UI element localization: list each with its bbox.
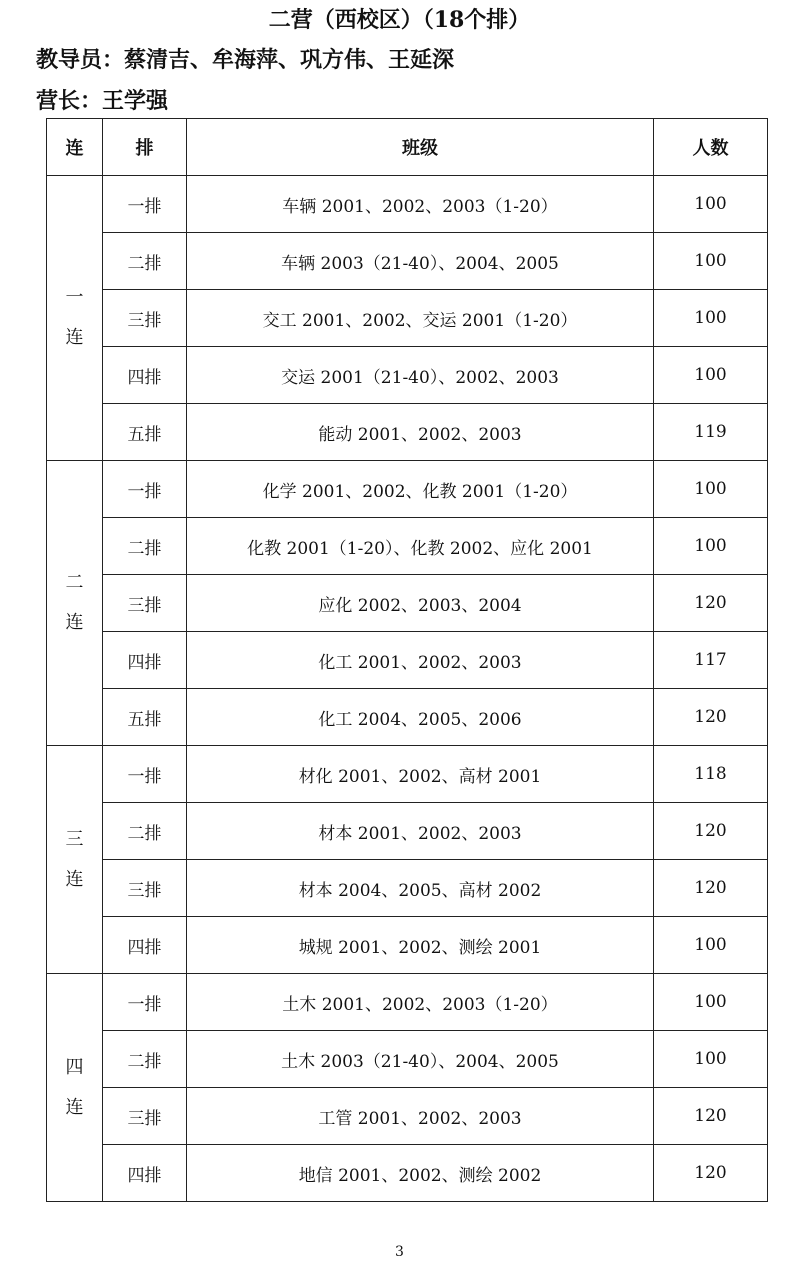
platoon-cell: 三排 <box>103 290 187 347</box>
count-cell: 120 <box>654 803 768 860</box>
count-cell: 118 <box>654 746 768 803</box>
classes-cell: 车辆 2001、2002、2003（1-20） <box>187 176 654 233</box>
platoon-cell: 四排 <box>103 347 187 404</box>
classes-cell: 化学 2001、2002、化教 2001（1-20） <box>187 461 654 518</box>
count-cell: 120 <box>654 689 768 746</box>
company-char: 一 <box>65 287 84 308</box>
classes-cell: 土木 2001、2002、2003（1-20） <box>187 974 654 1031</box>
table-row <box>47 803 768 860</box>
platoon-cell: 一排 <box>103 461 187 518</box>
count-cell: 100 <box>654 347 768 404</box>
platoon-cell: 四排 <box>103 1145 187 1202</box>
company-char: 连 <box>65 868 84 890</box>
instructors-names: 蔡清吉、牟海萍、巩方伟、王延深 <box>124 47 455 73</box>
company-char: 连 <box>65 1096 84 1118</box>
company-cell <box>47 746 103 974</box>
commander-line <box>36 84 168 118</box>
table-row <box>47 632 768 689</box>
count-cell: 100 <box>654 917 768 974</box>
column-header-classes: 班级 <box>187 119 654 176</box>
classes-cell: 土木 2003（21-40）、2004、2005 <box>187 1031 654 1088</box>
table-row <box>47 1088 768 1145</box>
platoon-cell: 四排 <box>103 917 187 974</box>
platoon-cell: 二排 <box>103 803 187 860</box>
platoon-cell: 五排 <box>103 689 187 746</box>
company-char: 三 <box>65 828 84 850</box>
classes-cell: 工管 2001、2002、2003 <box>187 1088 654 1145</box>
roster-table <box>46 118 768 1202</box>
platoon-cell: 五排 <box>103 404 187 461</box>
platoon-cell: 二排 <box>103 233 187 290</box>
count-cell: 120 <box>654 575 768 632</box>
table-row <box>47 860 768 917</box>
classes-cell: 应化 2002、2003、2004 <box>187 575 654 632</box>
classes-cell: 交工 2001、2002、交运 2001（1-20） <box>187 290 654 347</box>
company-char: 四 <box>65 1056 84 1078</box>
platoon-cell: 四排 <box>103 632 187 689</box>
count-cell: 120 <box>654 860 768 917</box>
platoon-cell: 三排 <box>103 860 187 917</box>
classes-cell: 化工 2004、2005、2006 <box>187 689 654 746</box>
commander-name: 王学强 <box>102 88 169 114</box>
count-cell: 100 <box>654 1031 768 1088</box>
page-title: 二营（西校区）（18个排） <box>268 7 531 33</box>
table-row <box>47 518 768 575</box>
page-number: 3 <box>395 1244 404 1260</box>
table-header-row <box>47 119 768 176</box>
platoon-cell: 一排 <box>103 176 187 233</box>
classes-cell: 地信 2001、2002、测绘 2002 <box>187 1145 654 1202</box>
count-cell: 100 <box>654 290 768 347</box>
table-row <box>47 461 768 518</box>
count-cell: 117 <box>654 632 768 689</box>
column-header-platoon: 排 <box>103 119 187 176</box>
classes-cell: 能动 2001、2002、2003 <box>187 404 654 461</box>
column-header-count: 人数 <box>654 119 768 176</box>
classes-cell: 化工 2001、2002、2003 <box>187 632 654 689</box>
platoon-cell: 二排 <box>103 518 187 575</box>
company-char: 二 <box>65 572 84 593</box>
platoon-cell: 一排 <box>103 974 187 1031</box>
table-row <box>47 974 768 1031</box>
platoon-cell: 一排 <box>103 746 187 803</box>
company-cell <box>47 974 103 1202</box>
classes-cell: 车辆 2003（21-40）、2004、2005 <box>187 233 654 290</box>
count-cell: 100 <box>654 461 768 518</box>
table-row <box>47 347 768 404</box>
classes-cell: 材化 2001、2002、高材 2001 <box>187 746 654 803</box>
count-cell: 100 <box>654 233 768 290</box>
table-row <box>47 1031 768 1088</box>
count-cell: 119 <box>654 404 768 461</box>
table-row <box>47 575 768 632</box>
count-cell: 120 <box>654 1145 768 1202</box>
count-cell: 100 <box>654 176 768 233</box>
classes-cell: 化教 2001（1-20）、化教 2002、应化 2001 <box>187 518 654 575</box>
platoon-cell: 二排 <box>103 1031 187 1088</box>
classes-cell: 交运 2001（21-40）、2002、2003 <box>187 347 654 404</box>
table-row <box>47 290 768 347</box>
count-cell: 100 <box>654 518 768 575</box>
company-cell <box>47 461 103 746</box>
table-row <box>47 1145 768 1202</box>
table-row <box>47 233 768 290</box>
platoon-cell: 三排 <box>103 575 187 632</box>
classes-cell: 材本 2001、2002、2003 <box>187 803 654 860</box>
count-cell: 120 <box>654 1088 768 1145</box>
table-row <box>47 746 768 803</box>
table-row <box>47 689 768 746</box>
table-row <box>47 404 768 461</box>
company-char: 连 <box>65 612 84 633</box>
column-header-company: 连 <box>47 119 103 176</box>
platoon-cell: 三排 <box>103 1088 187 1145</box>
commander-label: 营长： <box>36 88 103 114</box>
instructors-line <box>36 43 454 77</box>
classes-cell: 城规 2001、2002、测绘 2001 <box>187 917 654 974</box>
table-row <box>47 176 768 233</box>
table-row <box>47 917 768 974</box>
company-char: 连 <box>65 327 84 348</box>
count-cell: 100 <box>654 974 768 1031</box>
classes-cell: 材本 2004、2005、高材 2002 <box>187 860 654 917</box>
instructors-label: 教导员： <box>36 47 125 73</box>
company-cell <box>47 176 103 461</box>
